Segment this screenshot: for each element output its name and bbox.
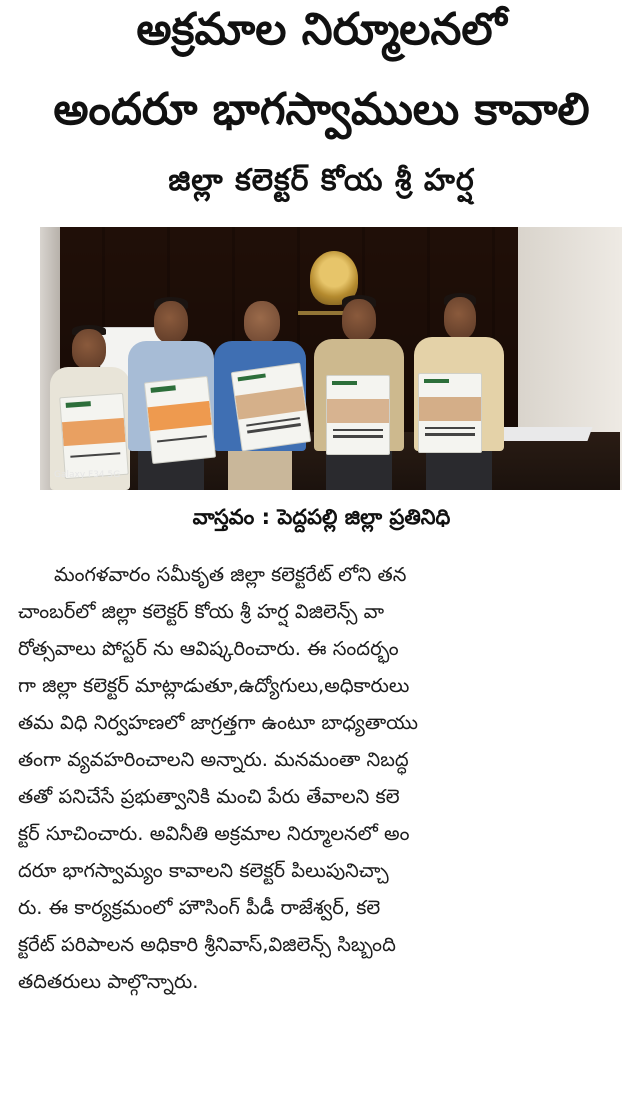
headline-subtitle: జిల్లా కలెక్టర్ కోయ శ్రీ హర్ష bbox=[168, 163, 475, 198]
article-line: క్టర్ సూచించారు. అవినీతి అక్రమాల నిర్మూలనలో అం bbox=[18, 822, 410, 845]
camera-watermark: Galaxy F34 5G bbox=[54, 470, 121, 480]
article-line: గా జిల్లా కలెక్టర్ మాట్లాడుతూ,ఉద్యోగులు,అధికారులు bbox=[18, 674, 410, 697]
article-line: రు. ఈ కార్యక్రమంలో హౌసింగ్ పీడీ రాజేశ్వర్, కలె bbox=[18, 896, 381, 919]
article-line: తంగా వ్యవహరించాలని అన్నారు. మనమంతా నిబద్ధ bbox=[18, 748, 409, 771]
article-line: తతో పనిచేసే ప్రభుత్వానికి మంచి పేరు తేవాలని కలె bbox=[18, 785, 400, 808]
headline-line-2: అందరూ భాగస్వాములు కావాలి bbox=[53, 84, 590, 135]
vigilance-poster-1 bbox=[59, 393, 129, 479]
article-line: తమ విధి నిర్వహణలో జాగ్రత్తగా ఉంటూ బాధ్యతాయు bbox=[18, 711, 418, 734]
article-line: తదితరులు పాల్గొన్నారు. bbox=[18, 970, 199, 993]
vigilance-poster-4 bbox=[326, 375, 390, 455]
news-photo bbox=[40, 227, 622, 490]
article-line: క్టరేట్ పరిపాలన అధికారి శ్రీనివాస్,విజిలెన్స్ సిబ్బంది bbox=[18, 933, 396, 956]
article-line: మంగళవారం సమీకృత జిల్లా కలెక్టరేట్ లోని తన bbox=[54, 563, 407, 586]
article-line: దరూ భాగస్వామ్యం కావాలని కలెక్టర్ పిలుపునిచ్చా bbox=[18, 859, 389, 882]
article-line: రోత్సవాలు పోస్టర్ ను ఆవిష్కరించారు. ఈ సందర్భం bbox=[18, 637, 399, 660]
desk-papers bbox=[497, 427, 592, 441]
vigilance-poster-5 bbox=[418, 373, 482, 453]
headline-line-1: అక్రమాల నిర్మూలనలో bbox=[136, 4, 507, 55]
dateline-credit: వాస్తవం : పెద్దపల్లి జిల్లా ప్రతినిధి bbox=[192, 505, 451, 529]
article-line: చాంబర్‌లో జిల్లా కలెక్టర్ కోయ శ్రీ హర్ష విజిలెన్స్ వా bbox=[18, 600, 385, 623]
vigilance-poster-2 bbox=[144, 376, 216, 464]
article-body bbox=[18, 556, 630, 1000]
vigilance-poster-3 bbox=[231, 363, 311, 452]
